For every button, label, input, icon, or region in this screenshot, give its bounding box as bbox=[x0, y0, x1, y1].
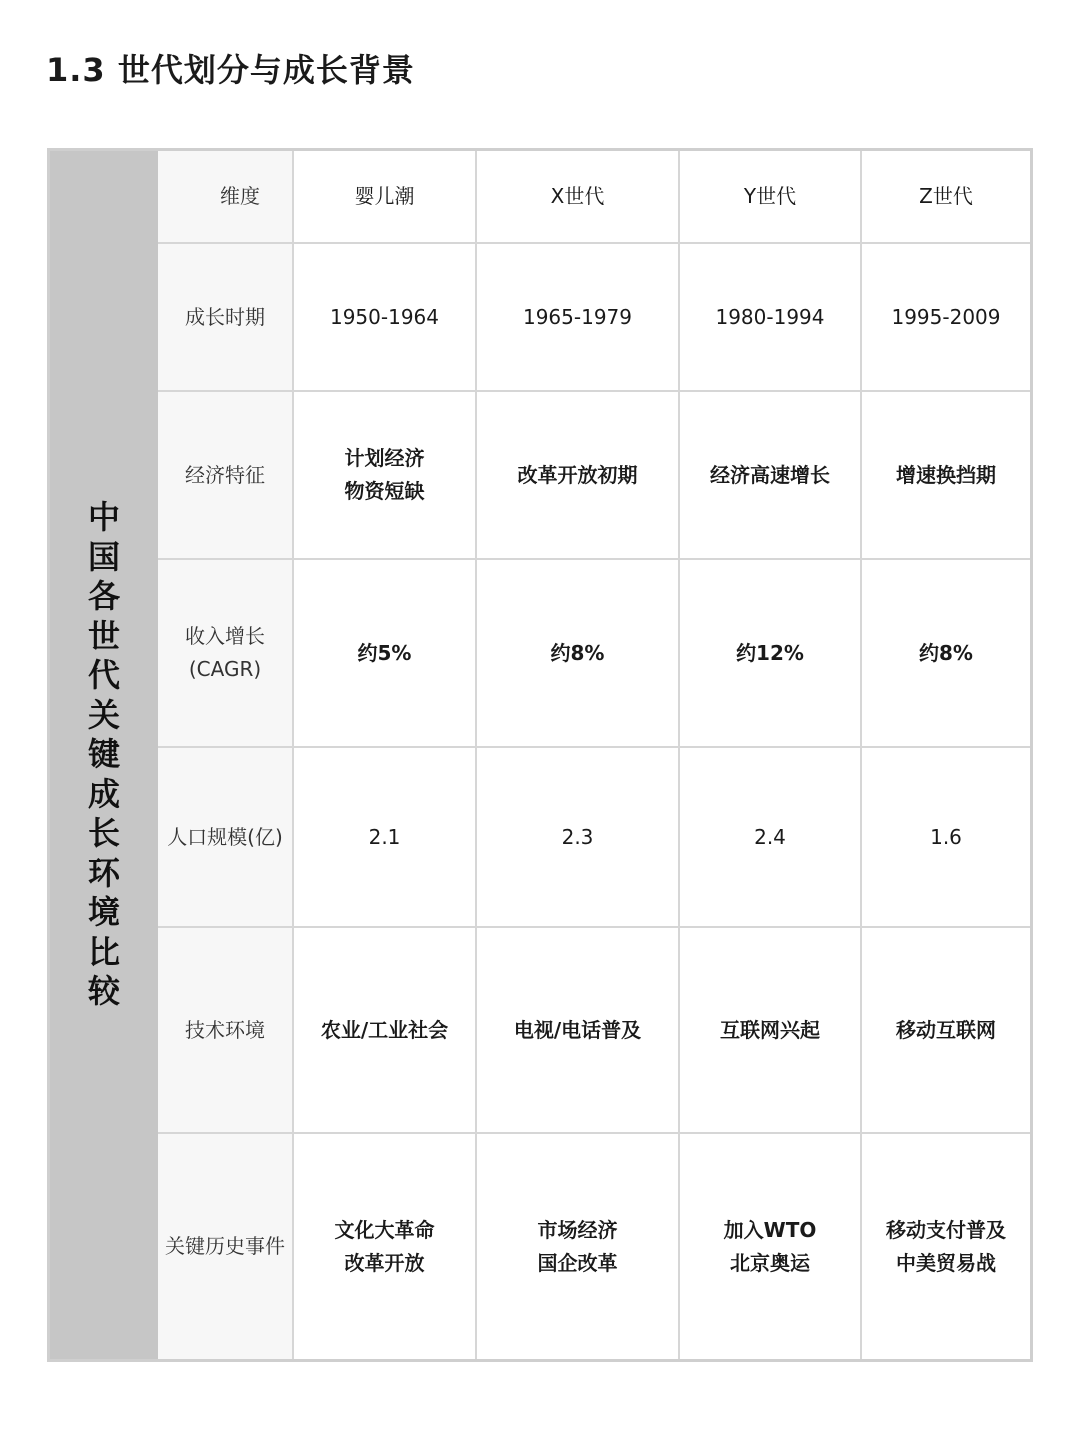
table-cell: 文化大革命 改革开放 bbox=[293, 1133, 476, 1359]
table-row bbox=[158, 1133, 1030, 1359]
table-cell: 互联网兴起 bbox=[679, 927, 861, 1133]
table-cell: 加入WTO 北京奥运 bbox=[679, 1133, 861, 1359]
comparison-table-frame bbox=[47, 148, 1033, 1362]
row-label: 人口规模(亿) bbox=[158, 747, 293, 927]
table-cell: 2.3 bbox=[476, 747, 679, 927]
table-cell: 市场经济 国企改革 bbox=[476, 1133, 679, 1359]
table-row bbox=[158, 927, 1030, 1133]
side-title-panel bbox=[50, 151, 158, 1359]
table-header-row bbox=[158, 151, 1030, 243]
table-cell: 经济高速增长 bbox=[679, 391, 861, 559]
row-label: 收入增长 (CAGR) bbox=[158, 559, 293, 747]
table-cell: 移动互联网 bbox=[861, 927, 1030, 1133]
table-cell: 1965-1979 bbox=[476, 243, 679, 391]
table-row bbox=[158, 391, 1030, 559]
header-cell-gen-x: X世代 bbox=[476, 151, 679, 243]
table-cell: 约5% bbox=[293, 559, 476, 747]
table-cell: 1995-2009 bbox=[861, 243, 1030, 391]
table-cell: 2.4 bbox=[679, 747, 861, 927]
table-cell: 1980-1994 bbox=[679, 243, 861, 391]
page-title: 1.3 世代划分与成长背景 bbox=[46, 51, 415, 89]
header-cell-gen-y: Y世代 bbox=[679, 151, 861, 243]
table-cell: 1.6 bbox=[861, 747, 1030, 927]
table-cell: 农业/工业社会 bbox=[293, 927, 476, 1133]
row-label: 成长时期 bbox=[158, 243, 293, 391]
table-cell: 约8% bbox=[476, 559, 679, 747]
row-label: 经济特征 bbox=[158, 391, 293, 559]
table-cell: 1950-1964 bbox=[293, 243, 476, 391]
generation-comparison-table bbox=[158, 151, 1030, 1359]
row-label: 技术环境 bbox=[158, 927, 293, 1133]
header-cell-gen-z: Z世代 bbox=[861, 151, 1030, 243]
table-cell: 约12% bbox=[679, 559, 861, 747]
table-row bbox=[158, 243, 1030, 391]
header-cell-baby-boomers: 婴儿潮 bbox=[293, 151, 476, 243]
table-cell: 计划经济 物资短缺 bbox=[293, 391, 476, 559]
table-cell: 移动支付普及 中美贸易战 bbox=[861, 1133, 1030, 1359]
table-cell: 2.1 bbox=[293, 747, 476, 927]
table-row bbox=[158, 559, 1030, 747]
side-title: 中国各世代关键成长环境比较 bbox=[87, 498, 120, 1011]
table-cell: 增速换挡期 bbox=[861, 391, 1030, 559]
table-row bbox=[158, 747, 1030, 927]
table-cell: 电视/电话普及 bbox=[476, 927, 679, 1133]
header-cell-dimension: 维度 bbox=[158, 151, 293, 243]
row-label: 关键历史事件 bbox=[158, 1133, 293, 1359]
table-cell: 改革开放初期 bbox=[476, 391, 679, 559]
table-cell: 约8% bbox=[861, 559, 1030, 747]
